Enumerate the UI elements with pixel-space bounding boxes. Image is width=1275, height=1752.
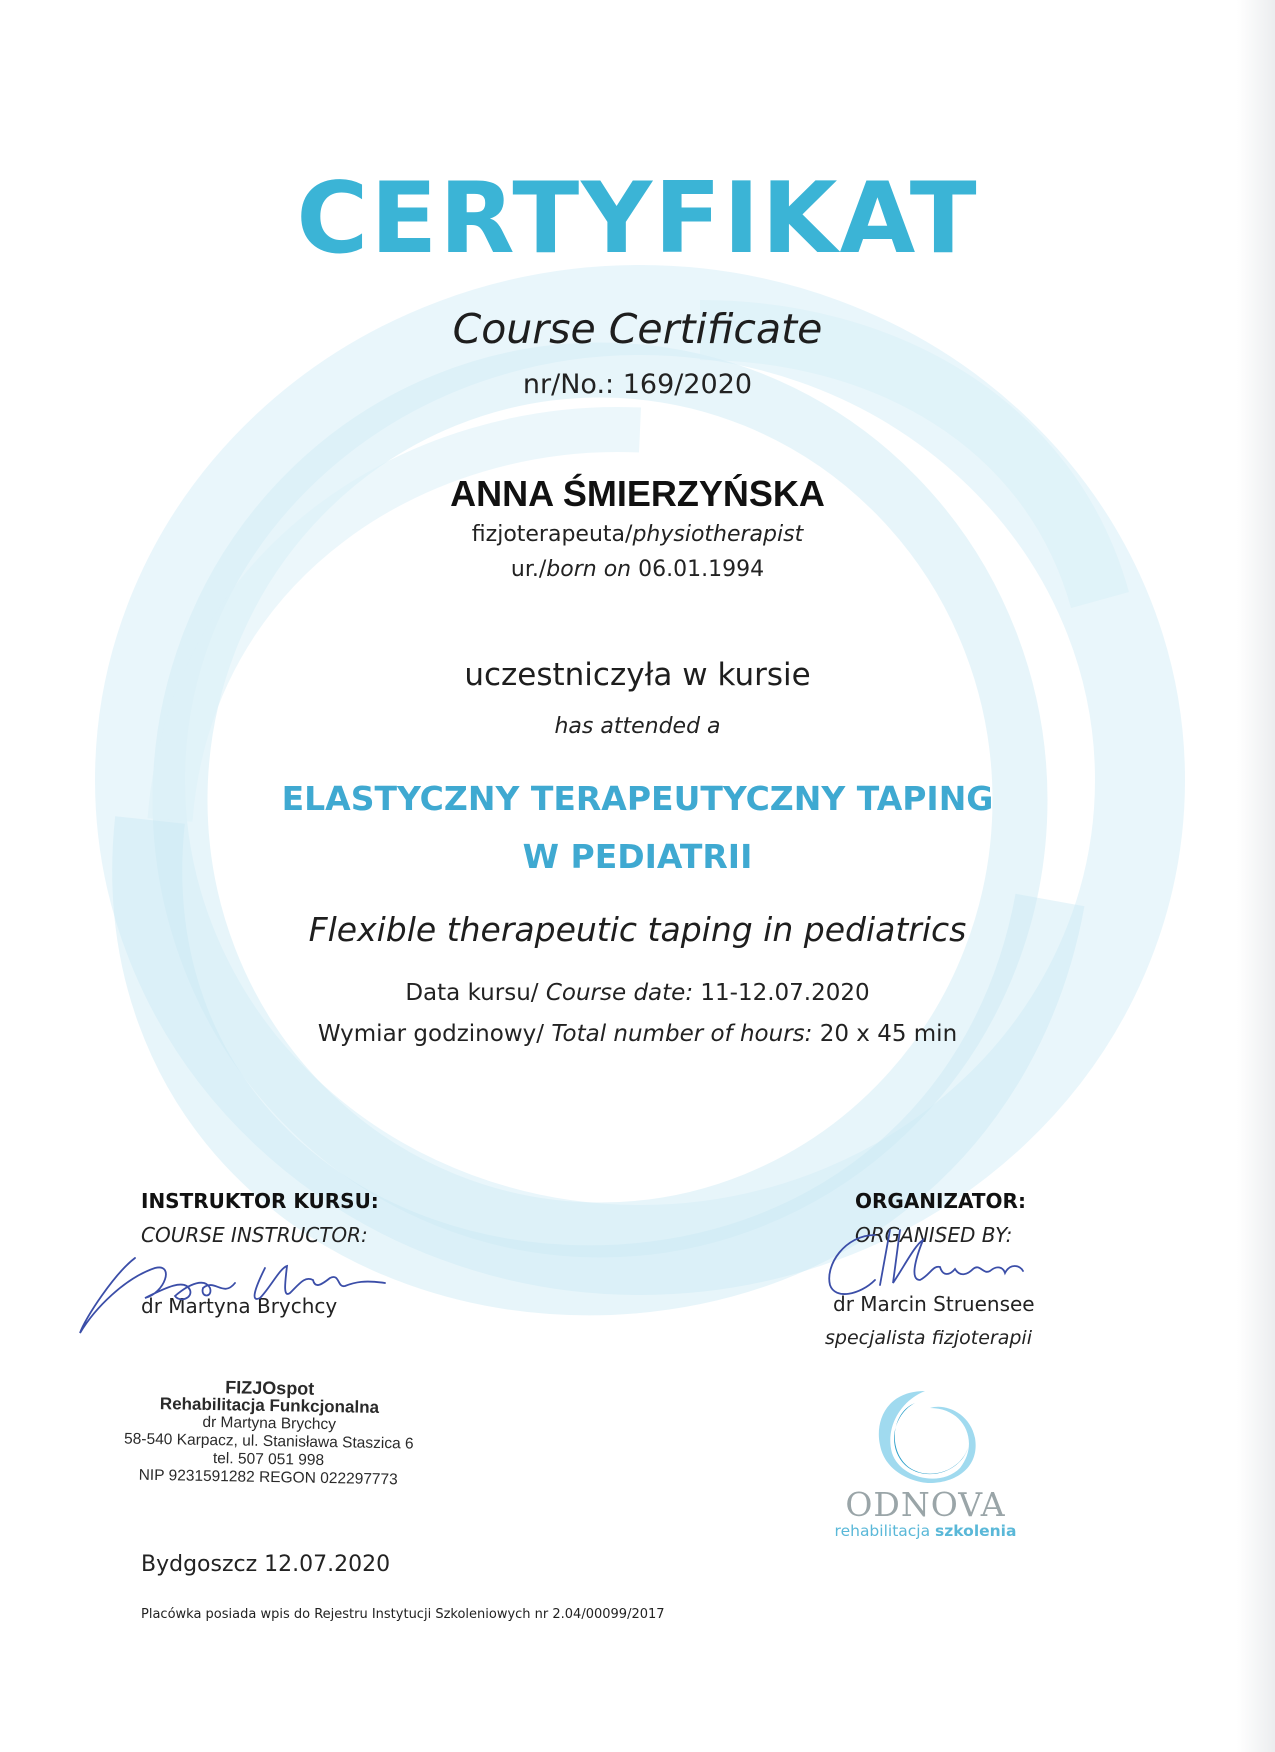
profession-en: physiotherapist xyxy=(632,522,804,547)
certificate-number xyxy=(0,369,1275,400)
registry-footer: Placówka posiada wpis do Rejestru Instytucji Szkoleniowych nr 2.04/00099/2017 xyxy=(141,1607,665,1622)
instructor-subheading: COURSE INSTRUCTOR: xyxy=(141,1223,368,1247)
course-hours-value: 20 x 45 min xyxy=(812,1021,958,1047)
profession-pl: fizjoterapeuta/ xyxy=(471,522,633,547)
number-label: nr/No.: xyxy=(522,369,623,400)
attendance-pl: uczestniczyła w kursie xyxy=(464,657,811,693)
course-title-line1: ELASTYCZNY TERAPEUTYCZNY TAPING xyxy=(281,779,994,818)
number-value: 169/2020 xyxy=(622,369,753,400)
course-date-value: 11-12.07.2020 xyxy=(693,980,870,1006)
course-hours-label-pl: Wymiar godzinowy/ xyxy=(317,1021,552,1047)
stamp-line6: NIP 9231591282 REGON 022297773 xyxy=(138,1466,398,1489)
certificate-subtitle: Course Certificate xyxy=(452,305,823,353)
odnova-swirl-logo-icon xyxy=(830,1383,1020,1493)
logo-tagline xyxy=(818,1522,1033,1540)
place-and-date: Bydgoszcz 12.07.2020 xyxy=(141,1552,391,1577)
organizer-title: specjalista fizjoterapii xyxy=(825,1327,1032,1349)
instructor-name: dr Martyna Brychcy xyxy=(141,1294,338,1318)
organization-stamp xyxy=(123,1376,415,1489)
certificate-title: CERTYFIKAT xyxy=(296,162,979,276)
attendance-en: has attended a xyxy=(554,714,721,739)
participant-profession xyxy=(0,522,1275,547)
course-hours-label-en: Total number of hours: xyxy=(551,1021,813,1047)
stamp-line3: dr Martyna Brychcy xyxy=(202,1413,337,1434)
course-hours xyxy=(0,1021,1275,1047)
stamp-line1: FIZJOspot xyxy=(225,1377,315,1399)
course-title-line2: W PEDIATRII xyxy=(522,837,753,876)
born-pl: ur./ xyxy=(510,557,547,582)
participant-birth xyxy=(0,557,1275,582)
course-date-label-en: Course date: xyxy=(545,980,694,1006)
instructor-signature xyxy=(75,1238,405,1338)
organizer-name: dr Marcin Struensee xyxy=(833,1292,1035,1316)
instructor-heading: INSTRUKTOR KURSU: xyxy=(141,1189,379,1213)
logo-name: ODNOVA xyxy=(845,1485,1006,1524)
course-date-label-pl: Data kursu/ xyxy=(405,980,546,1006)
stamp-line5: tel. 507 051 998 xyxy=(212,1450,325,1469)
stamp-line4: 58-540 Karpacz, ul. Stanisława Staszica 6 xyxy=(123,1430,414,1453)
participant-name: ANNA ŚMIERZYŃSKA xyxy=(450,473,825,514)
logo-tag-part1: rehabilitacja xyxy=(834,1522,936,1540)
course-title-en: Flexible therapeutic taping in pediatrics xyxy=(308,910,967,949)
born-en: born on xyxy=(546,557,632,582)
organizer-heading: ORGANIZATOR: xyxy=(855,1189,1026,1213)
course-date xyxy=(0,980,1275,1006)
organizer-subheading: ORGANISED BY: xyxy=(855,1223,1013,1247)
logo-tag-part2: szkolenia xyxy=(935,1522,1017,1540)
stamp-line2: Rehabilitacja Funkcjonalna xyxy=(159,1394,380,1417)
organizer-signature xyxy=(815,1225,1075,1305)
born-date: 06.01.1994 xyxy=(631,557,765,582)
